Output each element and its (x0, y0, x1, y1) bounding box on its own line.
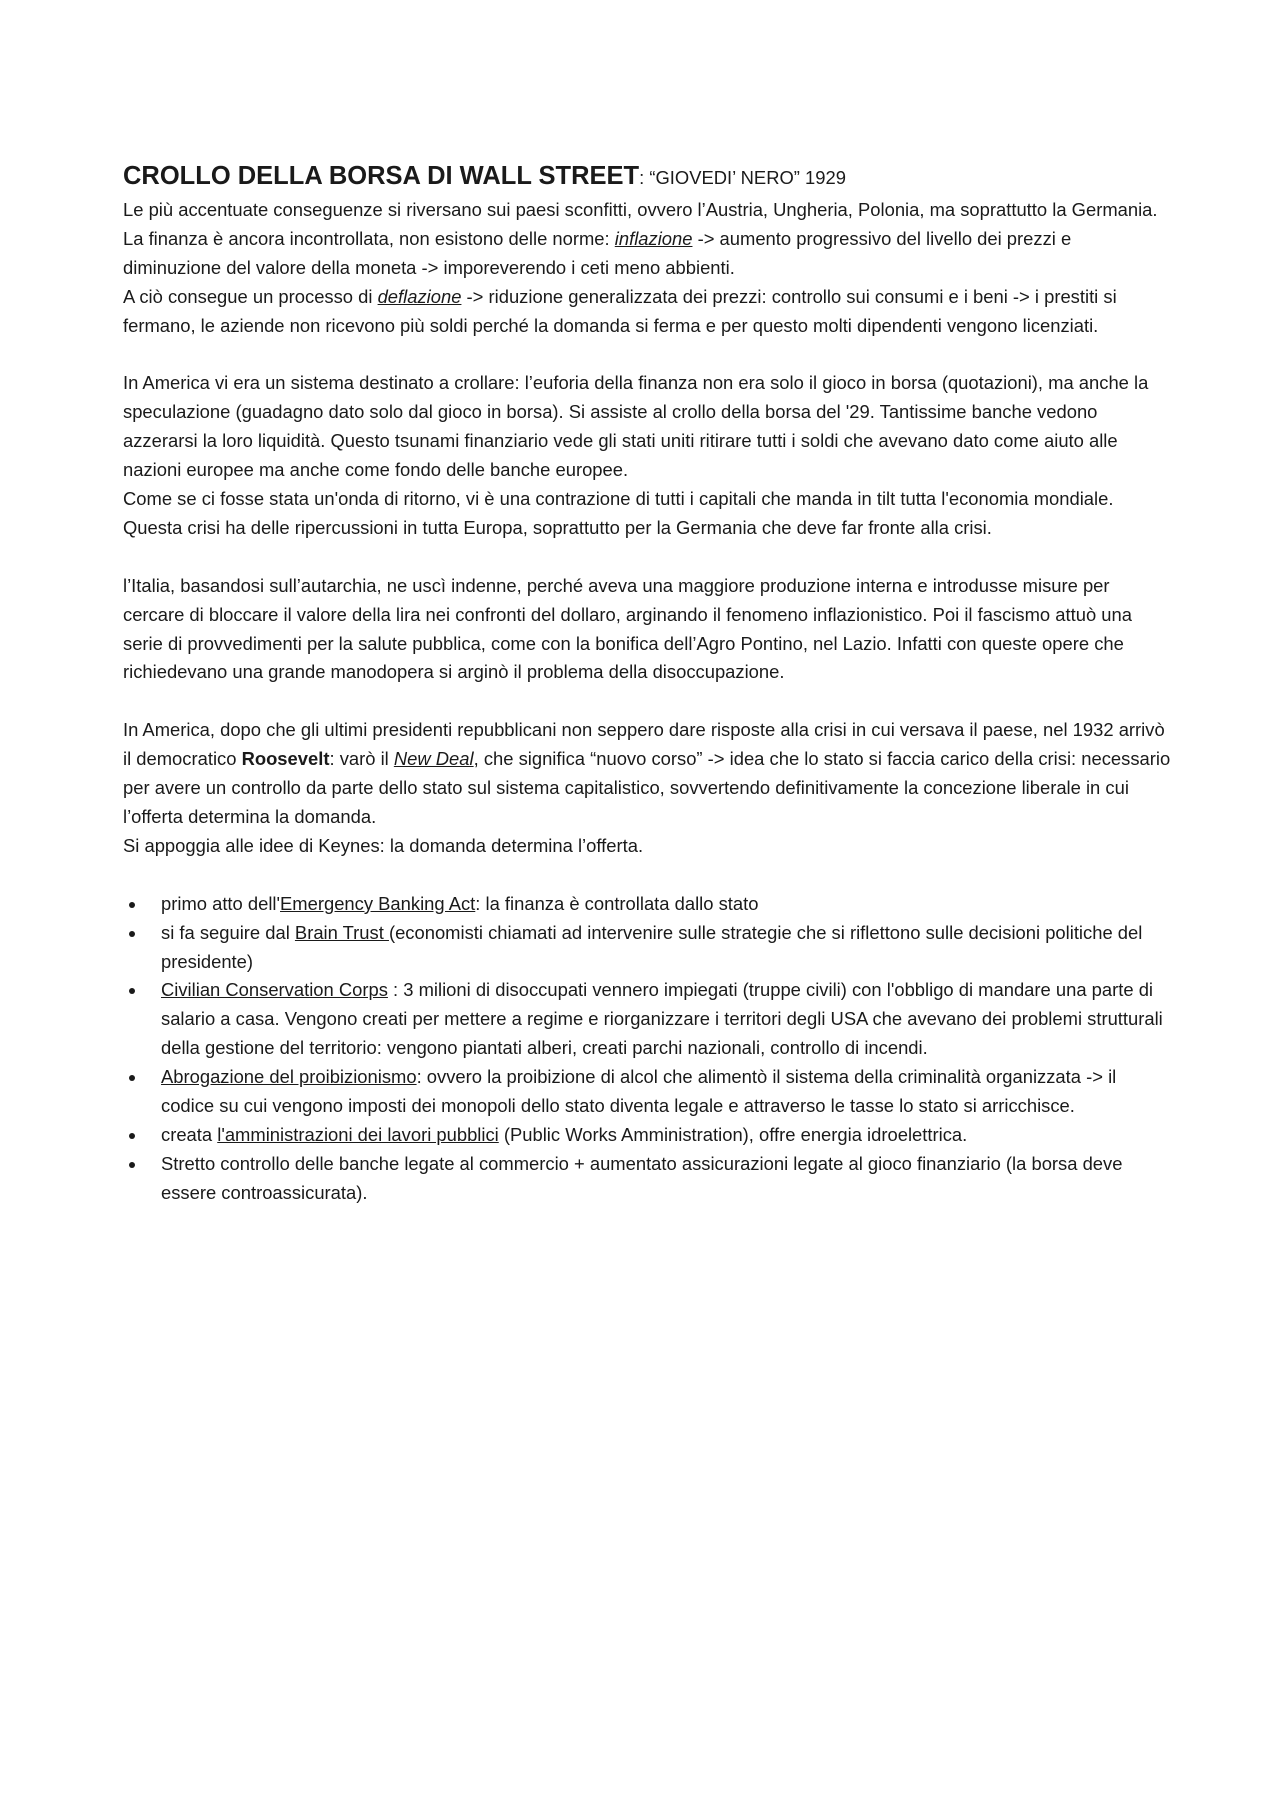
paragraph-onda-ritorno: Come se ci fosse stata un'onda di ritorno, vi è una contrazione di tutti i capitali che manda in tilt tutta l'economia mondiale. (123, 488, 1114, 510)
paragraph-gap (123, 543, 1173, 572)
text-run: : ovvero la proibizione di alcol che alimentò il sistema della criminalità organizzata -> il codice su cui vengono imposti dei monopoli dello stato diventa legale e attraverso le tasse lo stato si arricchisce. (161, 1066, 1117, 1117)
text-run: Le più accentuate conseguenze si riversano sui paesi sconfitti, ovvero l’Austria, Ungheria, Polonia, ma soprattutto la Germania. La finanza è ancora incontrollata, non esistono delle norme: (123, 199, 1158, 249)
text-run: (economisti chiamati ad intervenire sulle strategie che si riflettono sulle decisioni politiche del presidente) (161, 921, 1143, 972)
paragraph-inflazione (123, 196, 1173, 283)
text-run: : la finanza è controllata dallo stato (475, 892, 759, 914)
paragraph-gap (123, 861, 1173, 890)
bullet-list (123, 890, 1173, 1208)
paragraph-keynes: Si appoggia alle idee di Keynes: la domanda determina l’offerta. (123, 834, 644, 856)
paragraph-gap (123, 687, 1173, 716)
term-brain-trust: Brain Trust (294, 921, 389, 943)
text-run: : 3 milioni di disoccupati vennero impiegati (truppe civili) con l'obbligo di mandare una parte di salario a casa. Vengono creati per mettere a regime e riorganizzare i territori degli USA che avevano dei problemi strutturali della gestione del territorio: vengono piantati alberi, creati parchi nazionali, controllo di incendi. (161, 979, 1163, 1059)
title-subtitle: “GIOVEDI’ NERO” 1929 (649, 167, 846, 188)
document-title (123, 160, 1173, 194)
text-run: creata (161, 1123, 218, 1145)
term-abrogazione-proibizionismo: Abrogazione del proibizionismo (161, 1066, 417, 1088)
paragraph-italia: l’Italia, basandosi sull’autarchia, ne uscì indenne, perché aveva una maggiore produzione interna e introdusse misure per cercare di bloccare il valore della lira nei confronti del dollaro, arginando il fenomeno inflazionistico. Poi il fascismo attuò una serie di provvedimenti per la salute pubblica, come con la bonifica dell’Agro Pontino, nel Lazio. Infatti con queste opere che richiedevano una grande manodopera si arginò il problema della disoccupazione. (123, 574, 1132, 683)
text-run: primo atto dell' (161, 892, 281, 914)
bullet-lavori-pubblici (123, 1121, 1173, 1150)
paragraph-gap (123, 341, 1173, 370)
term-emergency-banking-act: Emergency Banking Act (280, 892, 476, 914)
term-civilian-conservation-corps: Civilian Conservation Corps (161, 979, 388, 1001)
text-run: In America, dopo che gli ultimi presidenti repubblicani non seppero dare risposte alla crisi in cui versava il paese, nel 1932 arrivò il democratico (123, 719, 1165, 770)
term-deflazione: deflazione (377, 285, 462, 307)
title-separator: : (639, 167, 650, 188)
term-new-deal: New Deal (393, 748, 474, 770)
term-amministrazioni-lavori-pubblici: l'amministrazioni dei lavori pubblici (217, 1123, 499, 1145)
text-run: , che significa “nuovo corso” -> idea che lo stato si faccia carico della crisi: necessario per avere un controllo da parte dello stato sul sistema capitalistico, sovvertendo definitivamente la concezione liberale in cui l’offerta determina la domanda. (123, 748, 1171, 827)
bullet-brain-trust (123, 919, 1173, 977)
text-run: -> riduzione generalizzata dei prezzi: controllo sui consumi e i beni -> i prestiti si fermano, le aziende non ricevono più soldi perché la domanda si ferma e per questo molti dipendenti vengono licenziati. (123, 285, 1117, 336)
paragraph-roosevelt (123, 716, 1173, 832)
paragraph-america-crollo: In America vi era un sistema destinato a crollare: l’euforia della finanza non era solo il gioco in borsa (quotazioni), ma anche la speculazione (guadagno dato solo dal gioco in borsa). Si assiste al crollo della borsa del '29. Tantissime banche vedono azzerarsi la loro liquidità. Questo tsunami finanziario vede gli stati uniti ritirare tutti i soldi che avevano dato come aiuto alle nazioni europee ma anche come fondo delle banche europee. (123, 372, 1149, 481)
text-run: si fa seguire dal (161, 921, 295, 943)
bullet-emergency-banking-act (123, 890, 1173, 919)
bullet-proibizionismo (123, 1063, 1173, 1121)
text-run: -> aumento progressivo del livello dei prezzi e diminuzione del valore della moneta -> imporeverendo i ceti meno abbienti. (123, 227, 1072, 278)
term-inflazione: inflazione (614, 227, 693, 249)
text-run: : varò il (329, 748, 394, 770)
document-page (123, 160, 1173, 1208)
paragraph-deflazione (123, 283, 1173, 341)
bullet-civilian-conservation-corps (123, 976, 1173, 1063)
text-run: A ciò consegue un processo di (123, 285, 378, 307)
text-run: (Public Works Amministration), offre energia idroelettrica. (498, 1123, 968, 1145)
bullet-controllo-banche (123, 1150, 1173, 1208)
title-main: CROLLO DELLA BORSA DI WALL STREET (123, 162, 640, 190)
text-run: Stretto controllo delle banche legate al commercio + aumentato assicurazioni legate al gioco finanziario (la borsa deve essere controassicurata). (161, 1152, 1123, 1203)
name-roosevelt: Roosevelt (241, 748, 330, 770)
paragraph-ripercussioni: Questa crisi ha delle ripercussioni in tutta Europa, soprattutto per la Germania che deve far fronte alla crisi. (123, 516, 992, 538)
